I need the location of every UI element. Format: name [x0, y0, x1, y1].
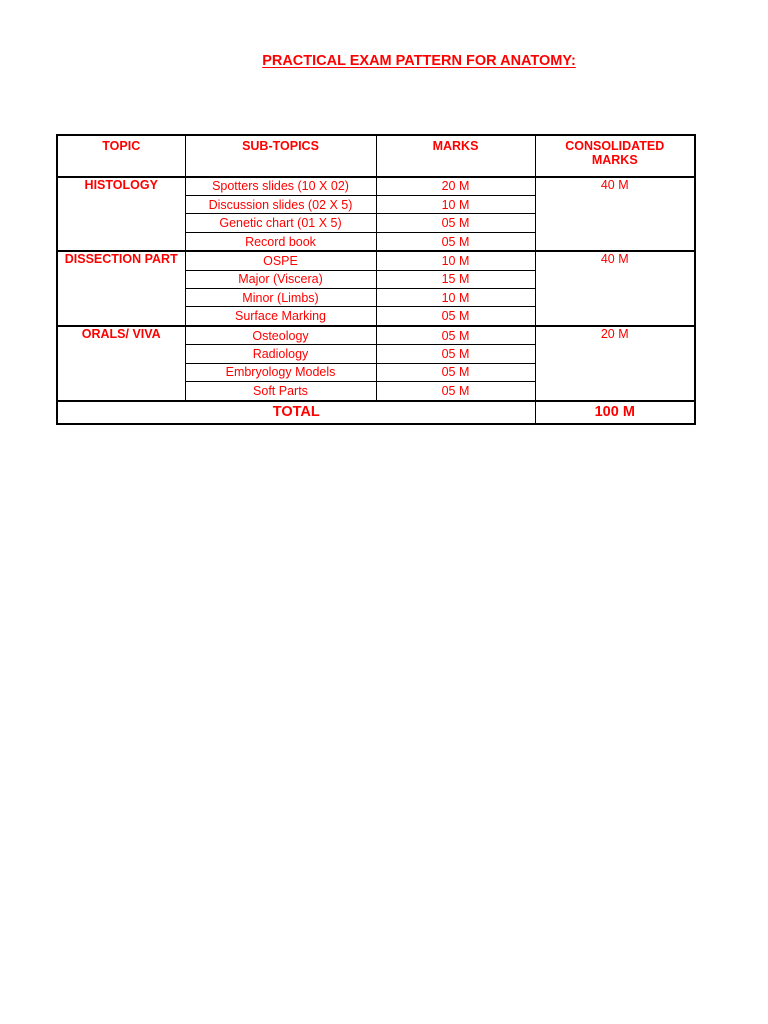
table-row — [57, 251, 695, 270]
total-value: 100 M — [535, 401, 695, 424]
header-consolidated-marks — [535, 135, 695, 177]
header-sub-topics: SUB-TOPICS — [185, 135, 376, 177]
marks-cell: 10 M — [376, 251, 535, 270]
consolidated-orals-viva: 20 M — [535, 326, 695, 401]
marks-cell: 05 M — [376, 345, 535, 363]
marks-cell: 05 M — [376, 214, 535, 232]
table-header-row — [57, 135, 695, 177]
document-title: PRACTICAL EXAM PATTERN FOR ANATOMY: — [262, 53, 576, 69]
sub-topic-cell: Minor (Limbs) — [185, 289, 376, 307]
sub-topic-cell: Major (Viscera) — [185, 270, 376, 288]
header-consolidated-line2: MARKS — [591, 153, 638, 167]
sub-topic-cell: Radiology — [185, 345, 376, 363]
exam-pattern-table — [56, 134, 696, 425]
marks-cell: 05 M — [376, 307, 535, 326]
sub-topic-cell: OSPE — [185, 251, 376, 270]
topic-orals-viva: ORALS/ VIVA — [57, 326, 185, 401]
total-label: TOTAL — [57, 401, 535, 424]
sub-topic-cell: Genetic chart (01 X 5) — [185, 214, 376, 232]
marks-cell: 05 M — [376, 382, 535, 401]
sub-topic-cell: Spotters slides (10 X 02) — [185, 177, 376, 196]
sub-topic-cell: Surface Marking — [185, 307, 376, 326]
marks-cell: 05 M — [376, 363, 535, 381]
sub-topic-cell: Record book — [185, 232, 376, 251]
marks-cell: 20 M — [376, 177, 535, 196]
topic-histology: HISTOLOGY — [57, 177, 185, 252]
sub-topic-cell: Embryology Models — [185, 363, 376, 381]
sub-topic-cell: Discussion slides (02 X 5) — [185, 195, 376, 213]
consolidated-dissection-part: 40 M — [535, 251, 695, 326]
topic-dissection-part: DISSECTION PART — [57, 251, 185, 326]
marks-cell: 10 M — [376, 289, 535, 307]
table-row — [57, 326, 695, 345]
consolidated-histology: 40 M — [535, 177, 695, 252]
header-marks: MARKS — [376, 135, 535, 177]
sub-topic-cell: Osteology — [185, 326, 376, 345]
total-row — [57, 401, 695, 424]
marks-cell: 05 M — [376, 326, 535, 345]
header-consolidated-line1: CONSOLIDATED — [565, 139, 665, 153]
sub-topic-cell: Soft Parts — [185, 382, 376, 401]
marks-cell: 15 M — [376, 270, 535, 288]
header-topic: TOPIC — [57, 135, 185, 177]
marks-cell: 10 M — [376, 195, 535, 213]
marks-cell: 05 M — [376, 232, 535, 251]
table-row — [57, 177, 695, 196]
